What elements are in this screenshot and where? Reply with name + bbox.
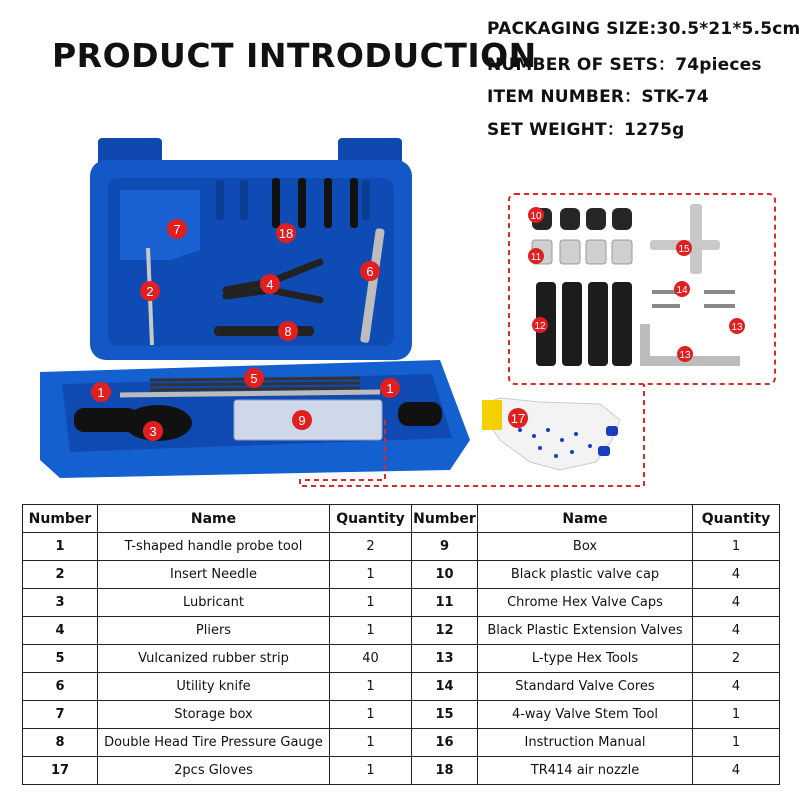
row-quantity: 1 xyxy=(693,729,780,757)
badge-1-right: 1 xyxy=(386,381,394,396)
badge-14: 14 xyxy=(676,285,688,296)
row-number: 6 xyxy=(23,673,98,701)
spec-item-number: ITEM NUMBER：STK-74 xyxy=(487,87,709,107)
row-number: 2 xyxy=(23,561,98,589)
badge-17: 17 xyxy=(510,411,526,426)
row-quantity: 1 xyxy=(330,673,412,701)
row-quantity: 1 xyxy=(330,729,412,757)
parts-table-body xyxy=(23,533,780,785)
table-row xyxy=(23,645,780,673)
row-name: Lubricant xyxy=(98,589,330,617)
parts-table xyxy=(22,504,780,785)
badge-8: 8 xyxy=(284,324,292,339)
header-name: Name xyxy=(98,505,330,533)
row-name: Black Plastic Extension Valves xyxy=(478,617,693,645)
row-quantity: 4 xyxy=(693,757,780,785)
row-number: 18 xyxy=(412,757,478,785)
row-name: Black plastic valve cap xyxy=(478,561,693,589)
spec-packaging-size: PACKAGING SIZE:30.5*21*5.5cm xyxy=(487,19,800,39)
row-quantity: 1 xyxy=(330,589,412,617)
table-row xyxy=(23,729,780,757)
header-quantity: Quantity xyxy=(693,505,780,533)
row-number: 12 xyxy=(412,617,478,645)
badge-3: 3 xyxy=(149,424,157,439)
row-quantity: 2 xyxy=(693,645,780,673)
row-name: Instruction Manual xyxy=(478,729,693,757)
row-number: 4 xyxy=(23,617,98,645)
badge-7: 7 xyxy=(173,222,181,237)
row-name: TR414 air nozzle xyxy=(478,757,693,785)
table-row xyxy=(23,617,780,645)
spec-set-weight: SET WEIGHT：1275g xyxy=(487,120,685,140)
row-quantity: 4 xyxy=(693,673,780,701)
row-number: 3 xyxy=(23,589,98,617)
badge-1-left: 1 xyxy=(97,385,105,400)
row-number: 15 xyxy=(412,701,478,729)
badge-13-right: 13 xyxy=(731,322,743,333)
row-quantity: 40 xyxy=(330,645,412,673)
spec-number-of-sets: NUMBER OF SETS：74pieces xyxy=(487,55,762,75)
product-photo xyxy=(0,128,800,500)
t-handle-right xyxy=(398,402,442,426)
row-number: 17 xyxy=(23,757,98,785)
pressure-gauge xyxy=(214,326,314,336)
glove xyxy=(482,398,620,470)
badge-13-bottom: 13 xyxy=(679,350,691,361)
row-quantity: 1 xyxy=(693,533,780,561)
header-quantity: Quantity xyxy=(330,505,412,533)
row-name: T-shaped handle probe tool xyxy=(98,533,330,561)
row-number: 9 xyxy=(412,533,478,561)
row-number: 13 xyxy=(412,645,478,673)
badge-15: 15 xyxy=(678,244,690,255)
badge-6: 6 xyxy=(366,264,374,279)
badge-12: 12 xyxy=(534,321,546,332)
row-number: 1 xyxy=(23,533,98,561)
page-title: PRODUCT INTRODUCTION xyxy=(52,36,537,75)
row-name: Insert Needle xyxy=(98,561,330,589)
table-row xyxy=(23,561,780,589)
badge-11: 11 xyxy=(530,252,542,263)
row-name: Box xyxy=(478,533,693,561)
row-quantity: 4 xyxy=(693,589,780,617)
row-name: Pliers xyxy=(98,617,330,645)
row-name: Utility knife xyxy=(98,673,330,701)
badge-10: 10 xyxy=(530,211,542,222)
row-number: 5 xyxy=(23,645,98,673)
row-number: 10 xyxy=(412,561,478,589)
row-name: 4-way Valve Stem Tool xyxy=(478,701,693,729)
row-number: 7 xyxy=(23,701,98,729)
row-quantity: 4 xyxy=(693,617,780,645)
table-row xyxy=(23,589,780,617)
row-quantity: 2 xyxy=(330,533,412,561)
row-number: 14 xyxy=(412,673,478,701)
row-name: Storage box xyxy=(98,701,330,729)
badge-2: 2 xyxy=(146,284,154,299)
row-number: 11 xyxy=(412,589,478,617)
header-number: Number xyxy=(23,505,98,533)
row-name: Chrome Hex Valve Caps xyxy=(478,589,693,617)
row-number: 16 xyxy=(412,729,478,757)
row-quantity: 1 xyxy=(330,617,412,645)
header-name: Name xyxy=(478,505,693,533)
row-quantity: 1 xyxy=(330,701,412,729)
table-row xyxy=(23,533,780,561)
row-number: 8 xyxy=(23,729,98,757)
row-name: Double Head Tire Pressure Gauge xyxy=(98,729,330,757)
row-name: Vulcanized rubber strip xyxy=(98,645,330,673)
badge-5: 5 xyxy=(250,371,258,386)
header-number: Number xyxy=(412,505,478,533)
badge-4: 4 xyxy=(266,277,274,292)
row-quantity: 1 xyxy=(330,757,412,785)
row-quantity: 1 xyxy=(693,701,780,729)
row-quantity: 4 xyxy=(693,561,780,589)
badge-18: 18 xyxy=(278,226,294,241)
table-header-row xyxy=(23,505,780,533)
row-quantity: 1 xyxy=(330,561,412,589)
table-row xyxy=(23,701,780,729)
table-row xyxy=(23,673,780,701)
table-row xyxy=(23,757,780,785)
row-name: L-type Hex Tools xyxy=(478,645,693,673)
row-name: Standard Valve Cores xyxy=(478,673,693,701)
probe-shaft xyxy=(120,392,380,395)
row-name: 2pcs Gloves xyxy=(98,757,330,785)
badge-9: 9 xyxy=(298,413,306,428)
